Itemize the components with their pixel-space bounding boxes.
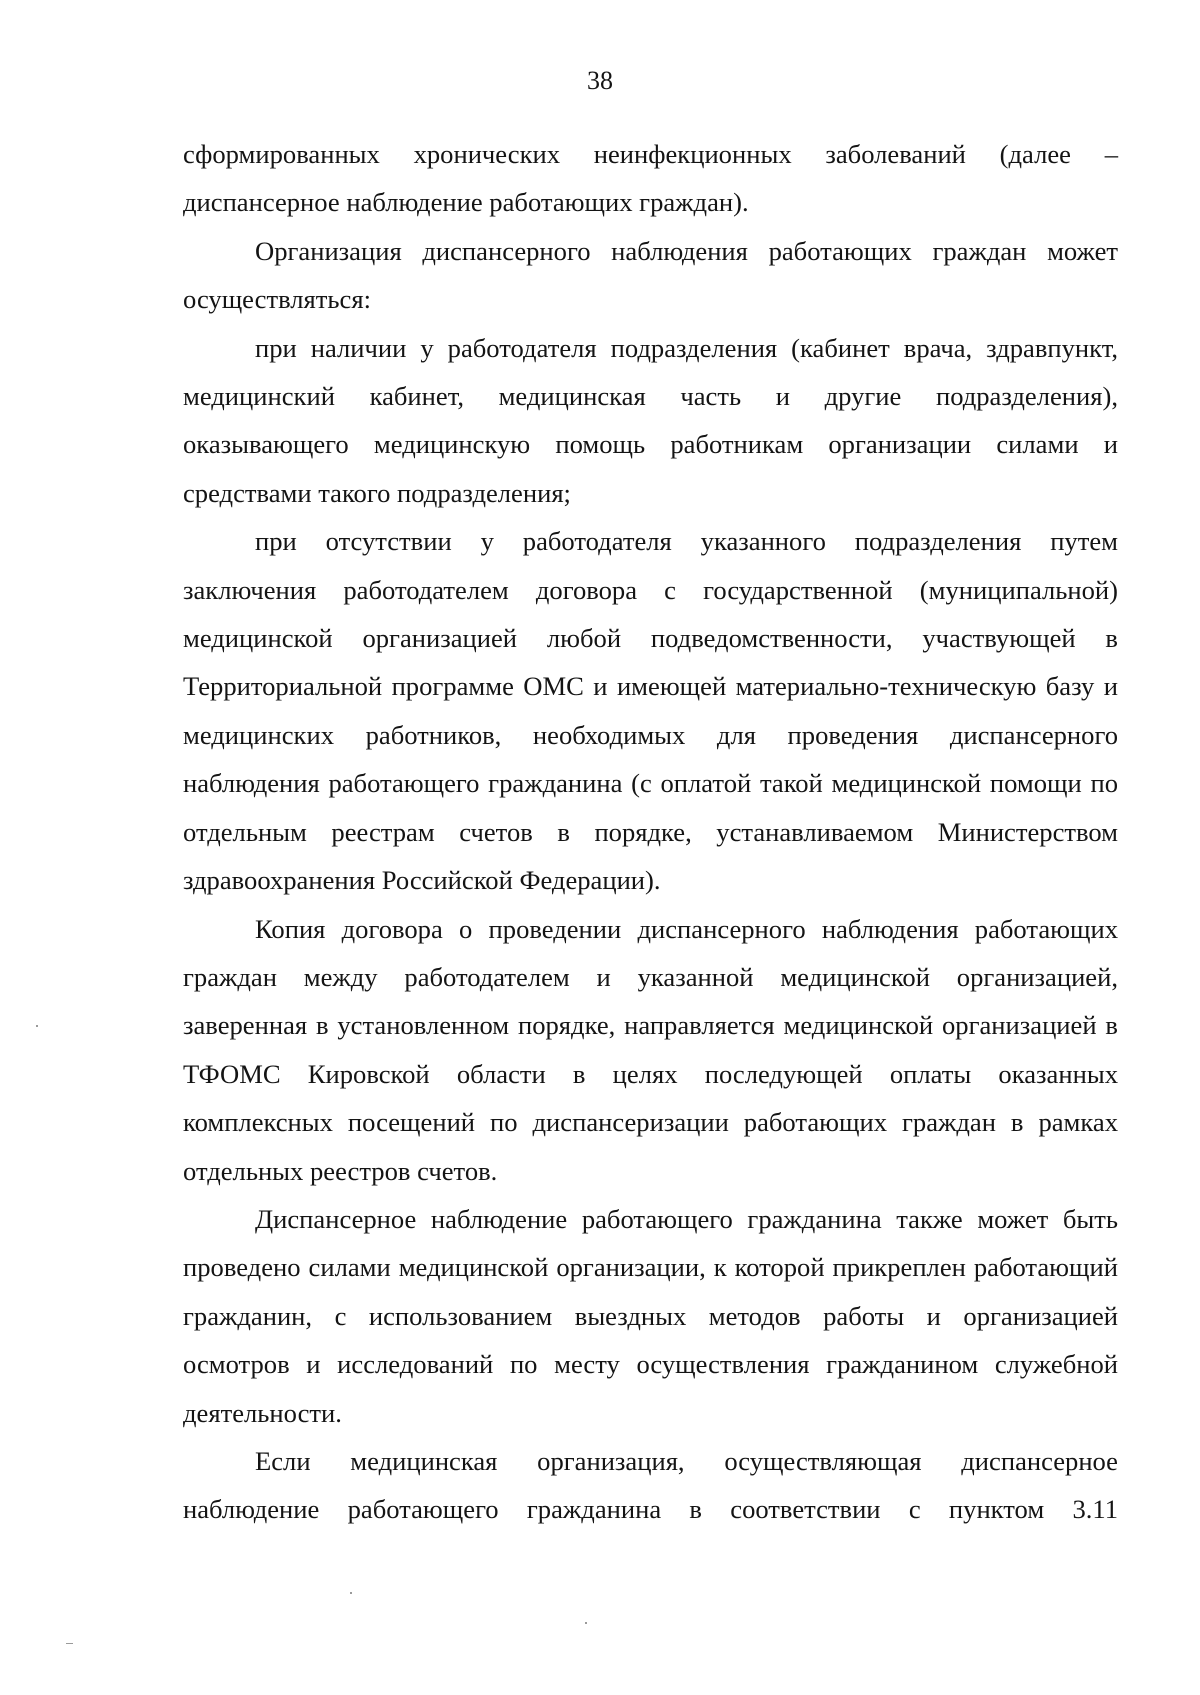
paragraph-contract-copy: Копия договора о проведении диспансерного наблюдения работающих граждан между работодателем и указанной медицинской организацией, заверенная в установленном порядке, направляется медицинской организацией в ТФОМС Кировской области в целях последующей оплаты оказанных комплексных посещений по диспансеризации работающих граждан в рамках отдельных реестров счетов. xyxy=(183,913,1118,1186)
scan-speck xyxy=(66,1643,73,1644)
paragraph-continuation: сформированных хронических неинфекционных заболеваний (далее – диспансерное наблюдение работающих граждан). xyxy=(183,139,1118,218)
scan-speck xyxy=(585,1622,587,1624)
document-body xyxy=(183,130,1118,1534)
paragraph-if-organization: Если медицинская организация, осуществляющая диспансерное наблюдение работающего гражданина в соответствии с пунктом 3.11 xyxy=(183,1445,1118,1525)
paragraph-organization: Организация диспансерного наблюдения работающих граждан может осуществляться: xyxy=(183,235,1118,315)
paragraph-outreach: Диспансерное наблюдение работающего гражданина также может быть проведено силами медицинской организации, к которой прикреплен работающий гражданин, с использованием выездных методов работы и организацией осмотров и исследований по месту осуществления гражданином служебной деятельности. xyxy=(183,1203,1118,1428)
paragraph-without-subdivision: при отсутствии у работодателя указанного подразделения путем заключения работодателем договора с государственной (муниципальной) медицинской организацией любой подведомственности, участвующей в Территориальной программе ОМС и имеющей материально-техническую базу и медицинских работников, необходимых для проведения диспансерного наблюдения работающего гражданина (с оплатой такой медицинской помощи по отдельным реестрам счетов в порядке, устанавливаемом Министерством здравоохранения Российской Федерации). xyxy=(183,526,1118,896)
scan-speck xyxy=(36,1025,38,1027)
scan-speck xyxy=(350,1592,352,1594)
paragraph-with-subdivision: при наличии у работодателя подразделения (кабинет врача, здравпункт, медицинский кабинет, медицинская часть и другие подразделения), оказывающего медицинскую помощь работникам организации силами и средствами такого подразделения; xyxy=(183,332,1118,508)
page-number: 38 xyxy=(587,66,613,95)
